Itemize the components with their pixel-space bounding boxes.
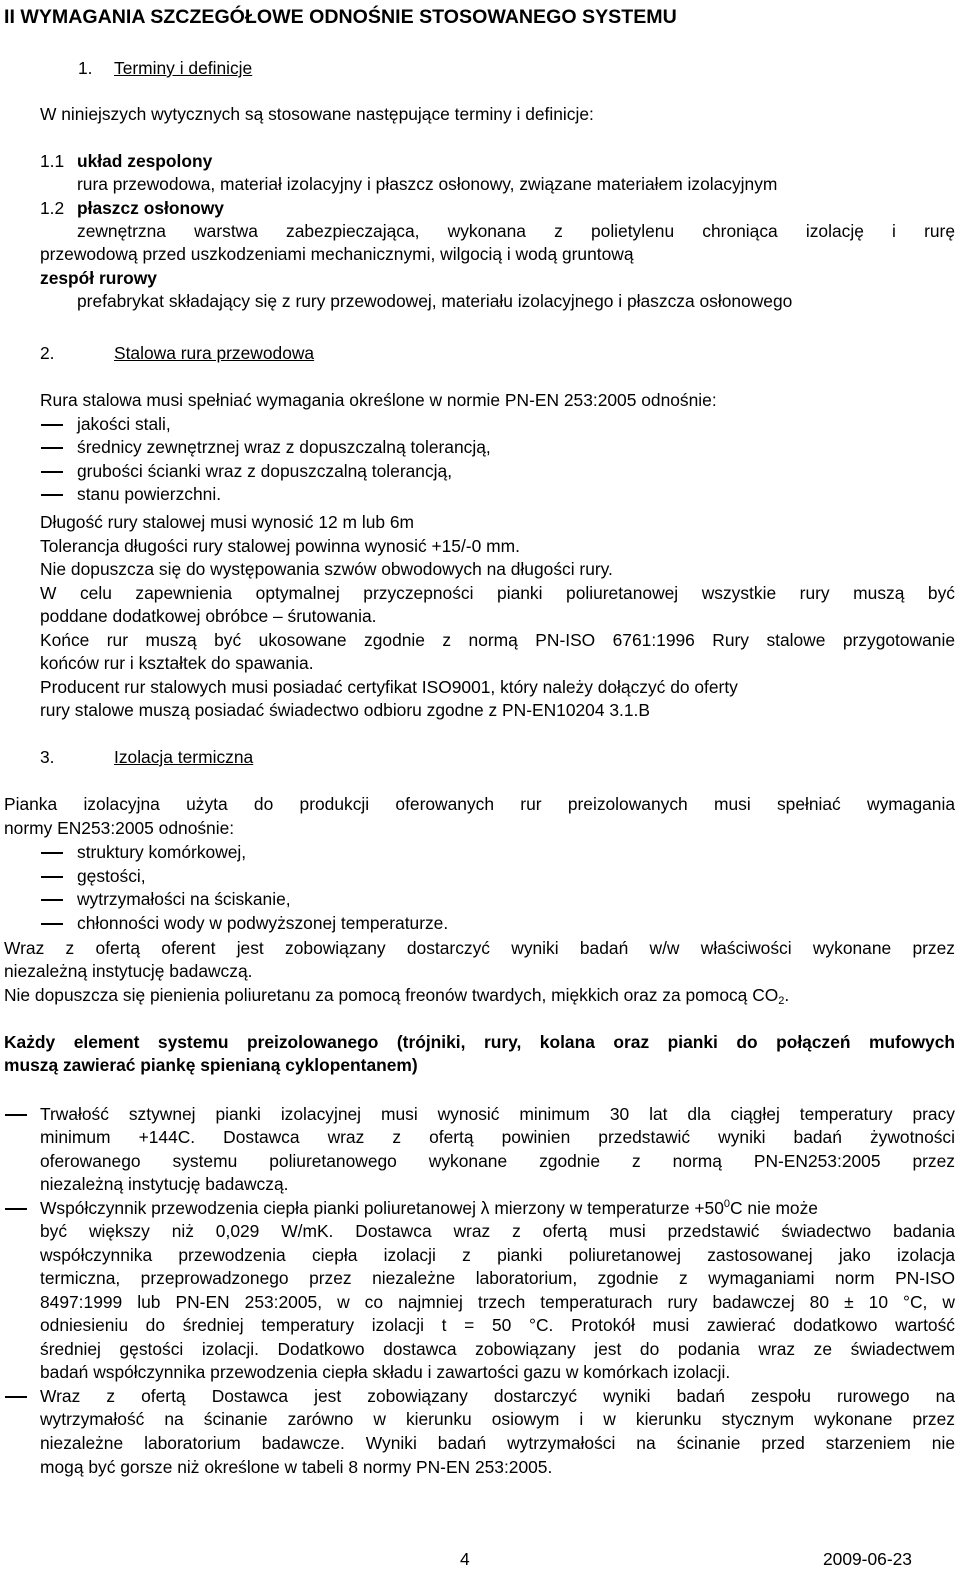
degree-superscript: 0	[723, 1198, 731, 1210]
definition-1-text: rura przewodowa, materiał izolacyjny i płaszcz osłonowy, związane materiałem izolacyjnym	[77, 174, 778, 194]
bold-statement-line1: Każdy element systemu preizolowanego (trójniki, rury, kolana oraz pianki do połączeń mufowych	[4, 1032, 955, 1052]
bullet-2-line: termiczna, przeprowadzonego przez niezależne laboratorium, zgodnie z wymaganiami norm PN-ISO	[40, 1268, 955, 1288]
list-item: struktury komórkowej,	[77, 842, 247, 862]
bullet-1-line: Trwałość sztywnej pianki izolacyjnej musi wynosić minimum 30 lat dla ciągłej temperatury pracy	[40, 1104, 955, 1124]
co2-subscript: 2	[778, 995, 785, 1007]
page-heading: II WYMAGANIA SZCZEGÓŁOWE ODNOŚNIE STOSOWANEGO SYSTEMU	[4, 6, 677, 28]
co2-text: Nie dopuszcza się pienienia poliuretanu za pomocą freonów twardych, miękkich oraz za pomocą CO	[4, 985, 779, 1005]
paragraph: Nie dopuszcza się do występowania szwów obwodowych na długości rury.	[40, 559, 613, 579]
paragraph-line: końców rur i kształtek do spawania.	[40, 653, 314, 673]
list-item: gęstości,	[77, 866, 146, 886]
section-1-number: 1.	[78, 58, 93, 78]
bullet-2-line1	[40, 1197, 818, 1220]
definition-3-term: zespół rurowy	[40, 268, 157, 288]
bullet-2-line: średniej gęstości izolacji. Dodatkowo dostawca zobowiązany jest do podania wraz ze świadectwem	[40, 1339, 955, 1359]
bold-statement-line2: muszą zawierać piankę spienianą cyklopentanem)	[4, 1055, 418, 1075]
list-item: grubości ścianki wraz z dopuszczalną tolerancją,	[77, 461, 453, 481]
bullet-1-line: minimum +144C. Dostawca wraz z ofertą powinien przedstawić wyniki badań żywotności	[40, 1127, 955, 1147]
bullet-2-text-a: Współczynnik przewodzenia ciepła pianki poliuretanowej λ mierzony w temperaturze +50	[40, 1198, 724, 1218]
list-dash	[5, 1114, 27, 1116]
list-dash	[41, 852, 63, 854]
definition-3-text: prefabrykat składający się z rury przewodowej, materiału izolacyjnego i płaszcza osłonowego	[77, 291, 793, 311]
paragraph-line: Producent rur stalowych musi posiadać certyfikat ISO9001, który należy dołączyć do oferty	[40, 677, 738, 697]
bullet-2-line: współczynnika przewodzenia ciepła izolacji z pianki poliuretanowej zastosowanej jako izolacja	[40, 1245, 955, 1265]
bullet-2-line: być większy niż 0,029 W/mK. Dostawca wraz z ofertą musi przedstawić świadectwo badania	[40, 1221, 955, 1241]
co2-period: .	[784, 985, 790, 1005]
list-dash	[41, 424, 63, 426]
bullet-3-line: niezależne laboratorium badawcze. Wyniki badań wytrzymałości na ścinanie przed starzeniem nie	[40, 1433, 955, 1453]
paragraph-line: poddane dodatkowej obróbce – śrutowania.	[40, 606, 377, 626]
section-2-title: Stalowa rura przewodowa	[114, 343, 315, 363]
definition-1-term: układ zespolony	[77, 151, 213, 171]
page-number: 4	[460, 1549, 470, 1569]
paragraph: Długość rury stalowej musi wynosić 12 m lub 6m	[40, 512, 415, 532]
bullet-3-line: wytrzymałość na ścinanie zarówno w kierunku osiowym i w kierunku stycznym wykonane przez	[40, 1409, 955, 1429]
list-dash	[5, 1208, 27, 1210]
paragraph-line: W celu zapewnienia optymalnej przyczepności pianki poliuretanowej wszystkie rury muszą być	[40, 583, 955, 603]
bullet-1-line: niezależną instytucję badawczą.	[40, 1174, 289, 1194]
definition-2-text-line2: przewodową przed uszkodzeniami mechanicznymi, wilgocią i wodą gruntową	[40, 244, 634, 264]
footer-date: 2009-06-23	[823, 1549, 912, 1569]
bullet-2-line: badań współczynnika przewodzenia ciepła składu i zawartości gazu w komórkach izolacji.	[40, 1362, 731, 1382]
list-dash	[41, 876, 63, 878]
list-item: jakości stali,	[77, 414, 171, 434]
paragraph-co2	[4, 984, 789, 1007]
list-dash	[41, 494, 63, 496]
list-item: wytrzymałości na ściskanie,	[77, 889, 291, 909]
section-3-number: 3.	[40, 747, 55, 767]
list-item: chłonności wody w podwyższonej temperaturze.	[77, 913, 449, 933]
bullet-2-line: 8497:1999 lub PN-EN 253:2005, w co najmniej trzech temperaturach rury badawczej 80 ± 10 °C, w	[40, 1292, 955, 1312]
list-dash	[5, 1396, 27, 1398]
list-dash	[41, 923, 63, 925]
paragraph-line: normy EN253:2005 odnośnie:	[4, 818, 235, 838]
list-item: średnicy zewnętrznej wraz z dopuszczalną tolerancją,	[77, 437, 491, 457]
section-3-title: Izolacja termiczna	[114, 747, 254, 767]
paragraph-line: niezależną instytucję badawczą.	[4, 961, 253, 981]
section-1-title: Terminy i definicje	[114, 58, 253, 78]
paragraph: Tolerancja długości rury stalowej powinna wynosić +15/-0 mm.	[40, 536, 520, 556]
section-2-intro: Rura stalowa musi spełniać wymagania określone w normie PN-EN 253:2005 odnośnie:	[40, 390, 717, 410]
section-1-intro: W niniejszych wytycznych są stosowane następujące terminy i definicje:	[40, 104, 594, 124]
definition-2-text-line1: zewnętrzna warstwa zabezpieczająca, wykonana z polietylenu chroniąca izolację i rurę	[77, 221, 955, 241]
bullet-2-text-b: C nie może	[730, 1198, 818, 1218]
list-dash	[41, 471, 63, 473]
list-dash	[41, 899, 63, 901]
section-2-number: 2.	[40, 343, 55, 363]
bullet-3-line: Wraz z ofertą Dostawca jest zobowiązany dostarczyć wyniki badań zespołu rurowego na	[40, 1386, 955, 1406]
paragraph-line: rury stalowe muszą posiadać świadectwo odbioru zgodne z PN-EN10204 3.1.B	[40, 700, 650, 720]
definition-2-term: płaszcz osłonowy	[77, 198, 224, 218]
paragraph-line: Końce rur muszą być ukosowane zgodnie z normą PN-ISO 6761:1996 Rury stalowe przygotowanie	[40, 630, 955, 650]
definition-2-number: 1.2	[40, 198, 65, 218]
paragraph-line: Wraz z ofertą oferent jest zobowiązany dostarczyć wyniki badań w/w właściwości wykonane przez	[4, 938, 955, 958]
list-item: stanu powierzchni.	[77, 484, 222, 504]
bullet-1-line: oferowanego systemu poliuretanowego wykonane zgodnie z normą PN-EN253:2005 przez	[40, 1151, 955, 1171]
bullet-3-line: mogą być gorsze niż określone w tabeli 8 normy PN-EN 253:2005.	[40, 1457, 553, 1477]
definition-1-number: 1.1	[40, 151, 65, 171]
paragraph-line: Pianka izolacyjna użyta do produkcji oferowanych rur preizolowanych musi spełniać wymagania	[4, 794, 955, 814]
list-dash	[41, 447, 63, 449]
bullet-2-line: odniesieniu do średniej temperatury izolacji t = 50 °C. Protokół musi zawierać dodatkowo wartość	[40, 1315, 955, 1335]
